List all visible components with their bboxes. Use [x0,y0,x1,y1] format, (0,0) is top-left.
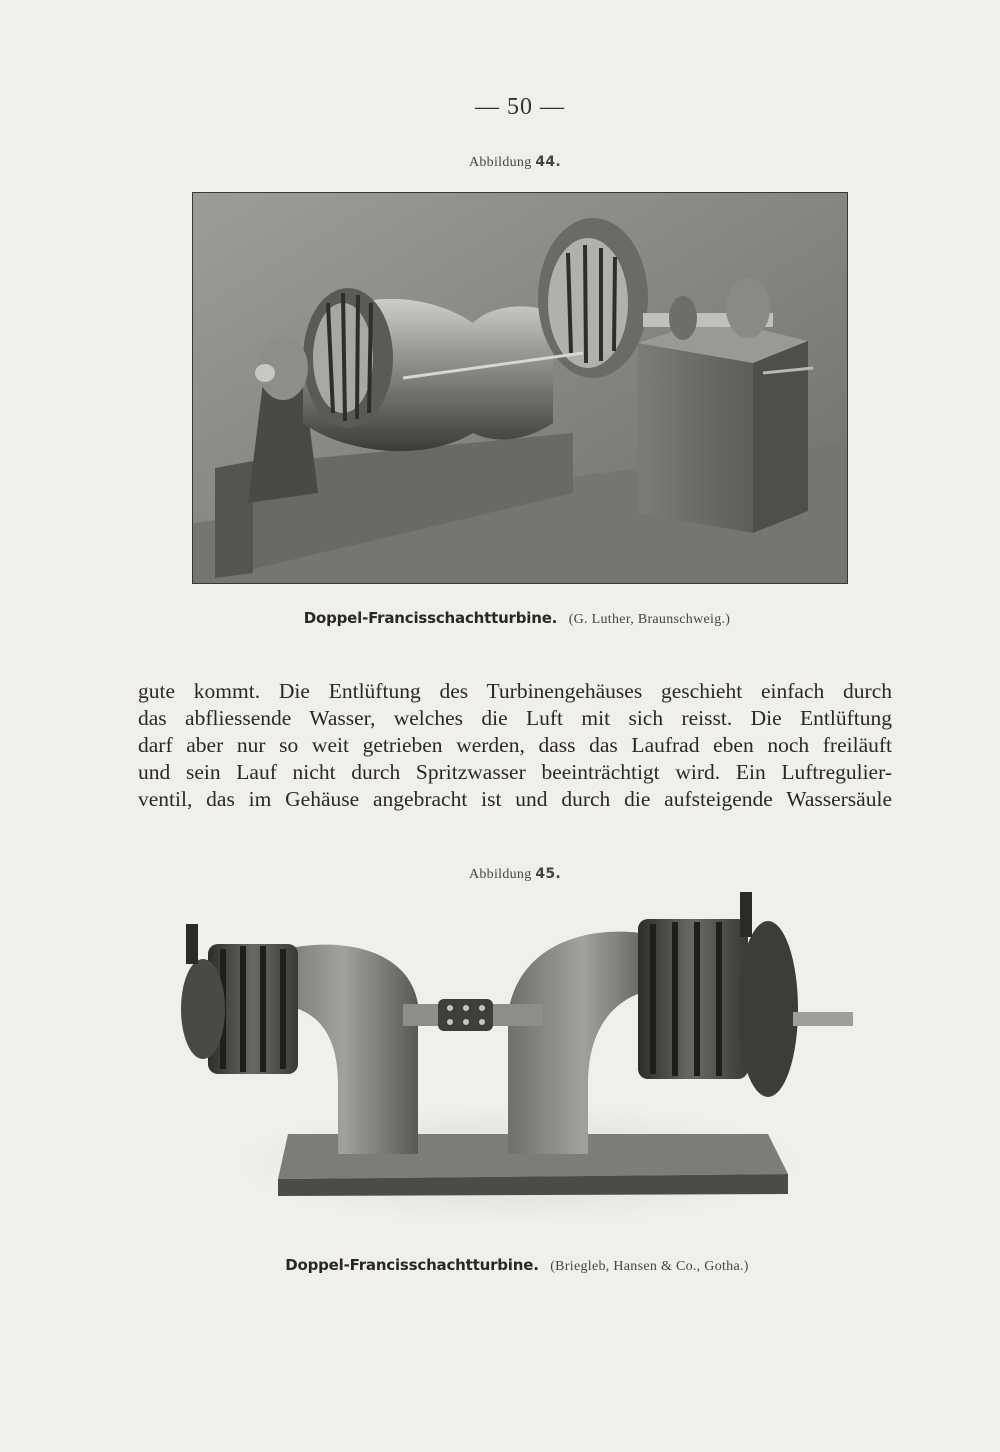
figure-44-label-prefix: Abbildung [468,155,532,170]
figure-45-caption [0,1256,1000,1275]
body-paragraph [138,678,892,813]
body-line: darf aber nur so weit getrieben werden, dass das Laufrad eben noch freiläuft [138,733,892,757]
page-number: — 50 — [475,94,565,120]
figure-44-label-number: 44. [535,154,562,170]
figure-45-caption-source: (Briegleb, Hansen & Co., Gotha.) [550,1259,749,1274]
body-line: und sein Lauf nicht durch Spritzwasser beeinträchtigt wird. Ein Luftregulier- [138,760,892,784]
figure-45-photo [168,884,868,1234]
figure-45-label-prefix: Abbildung [468,867,532,882]
figure-44-caption-title: Doppel-Francisschachtturbine. [303,609,558,627]
figure-44-label [0,154,1000,171]
body-line: das abfliessende Wasser, welches die Luft mit sich reisst. Die Entlüftung [138,706,892,730]
turbine-44-illustration [193,193,847,583]
body-line: ventil, das im Gehäuse angebracht ist und durch die aufsteigende Wassersäule [138,787,892,811]
figure-44-caption-source: (G. Luther, Braunschweig.) [568,612,731,627]
turbine-45-illustration [168,884,868,1234]
figure-44-photo [192,192,848,584]
figure-45-label-number: 45. [535,866,562,882]
body-line: gute kommt. Die Entlüftung des Turbinengehäuses geschieht einfach durch [138,679,892,703]
figure-45-caption-title: Doppel-Francisschachtturbine. [285,1256,539,1274]
figure-45-label [0,866,1000,883]
figure-44-caption [2,609,1000,628]
